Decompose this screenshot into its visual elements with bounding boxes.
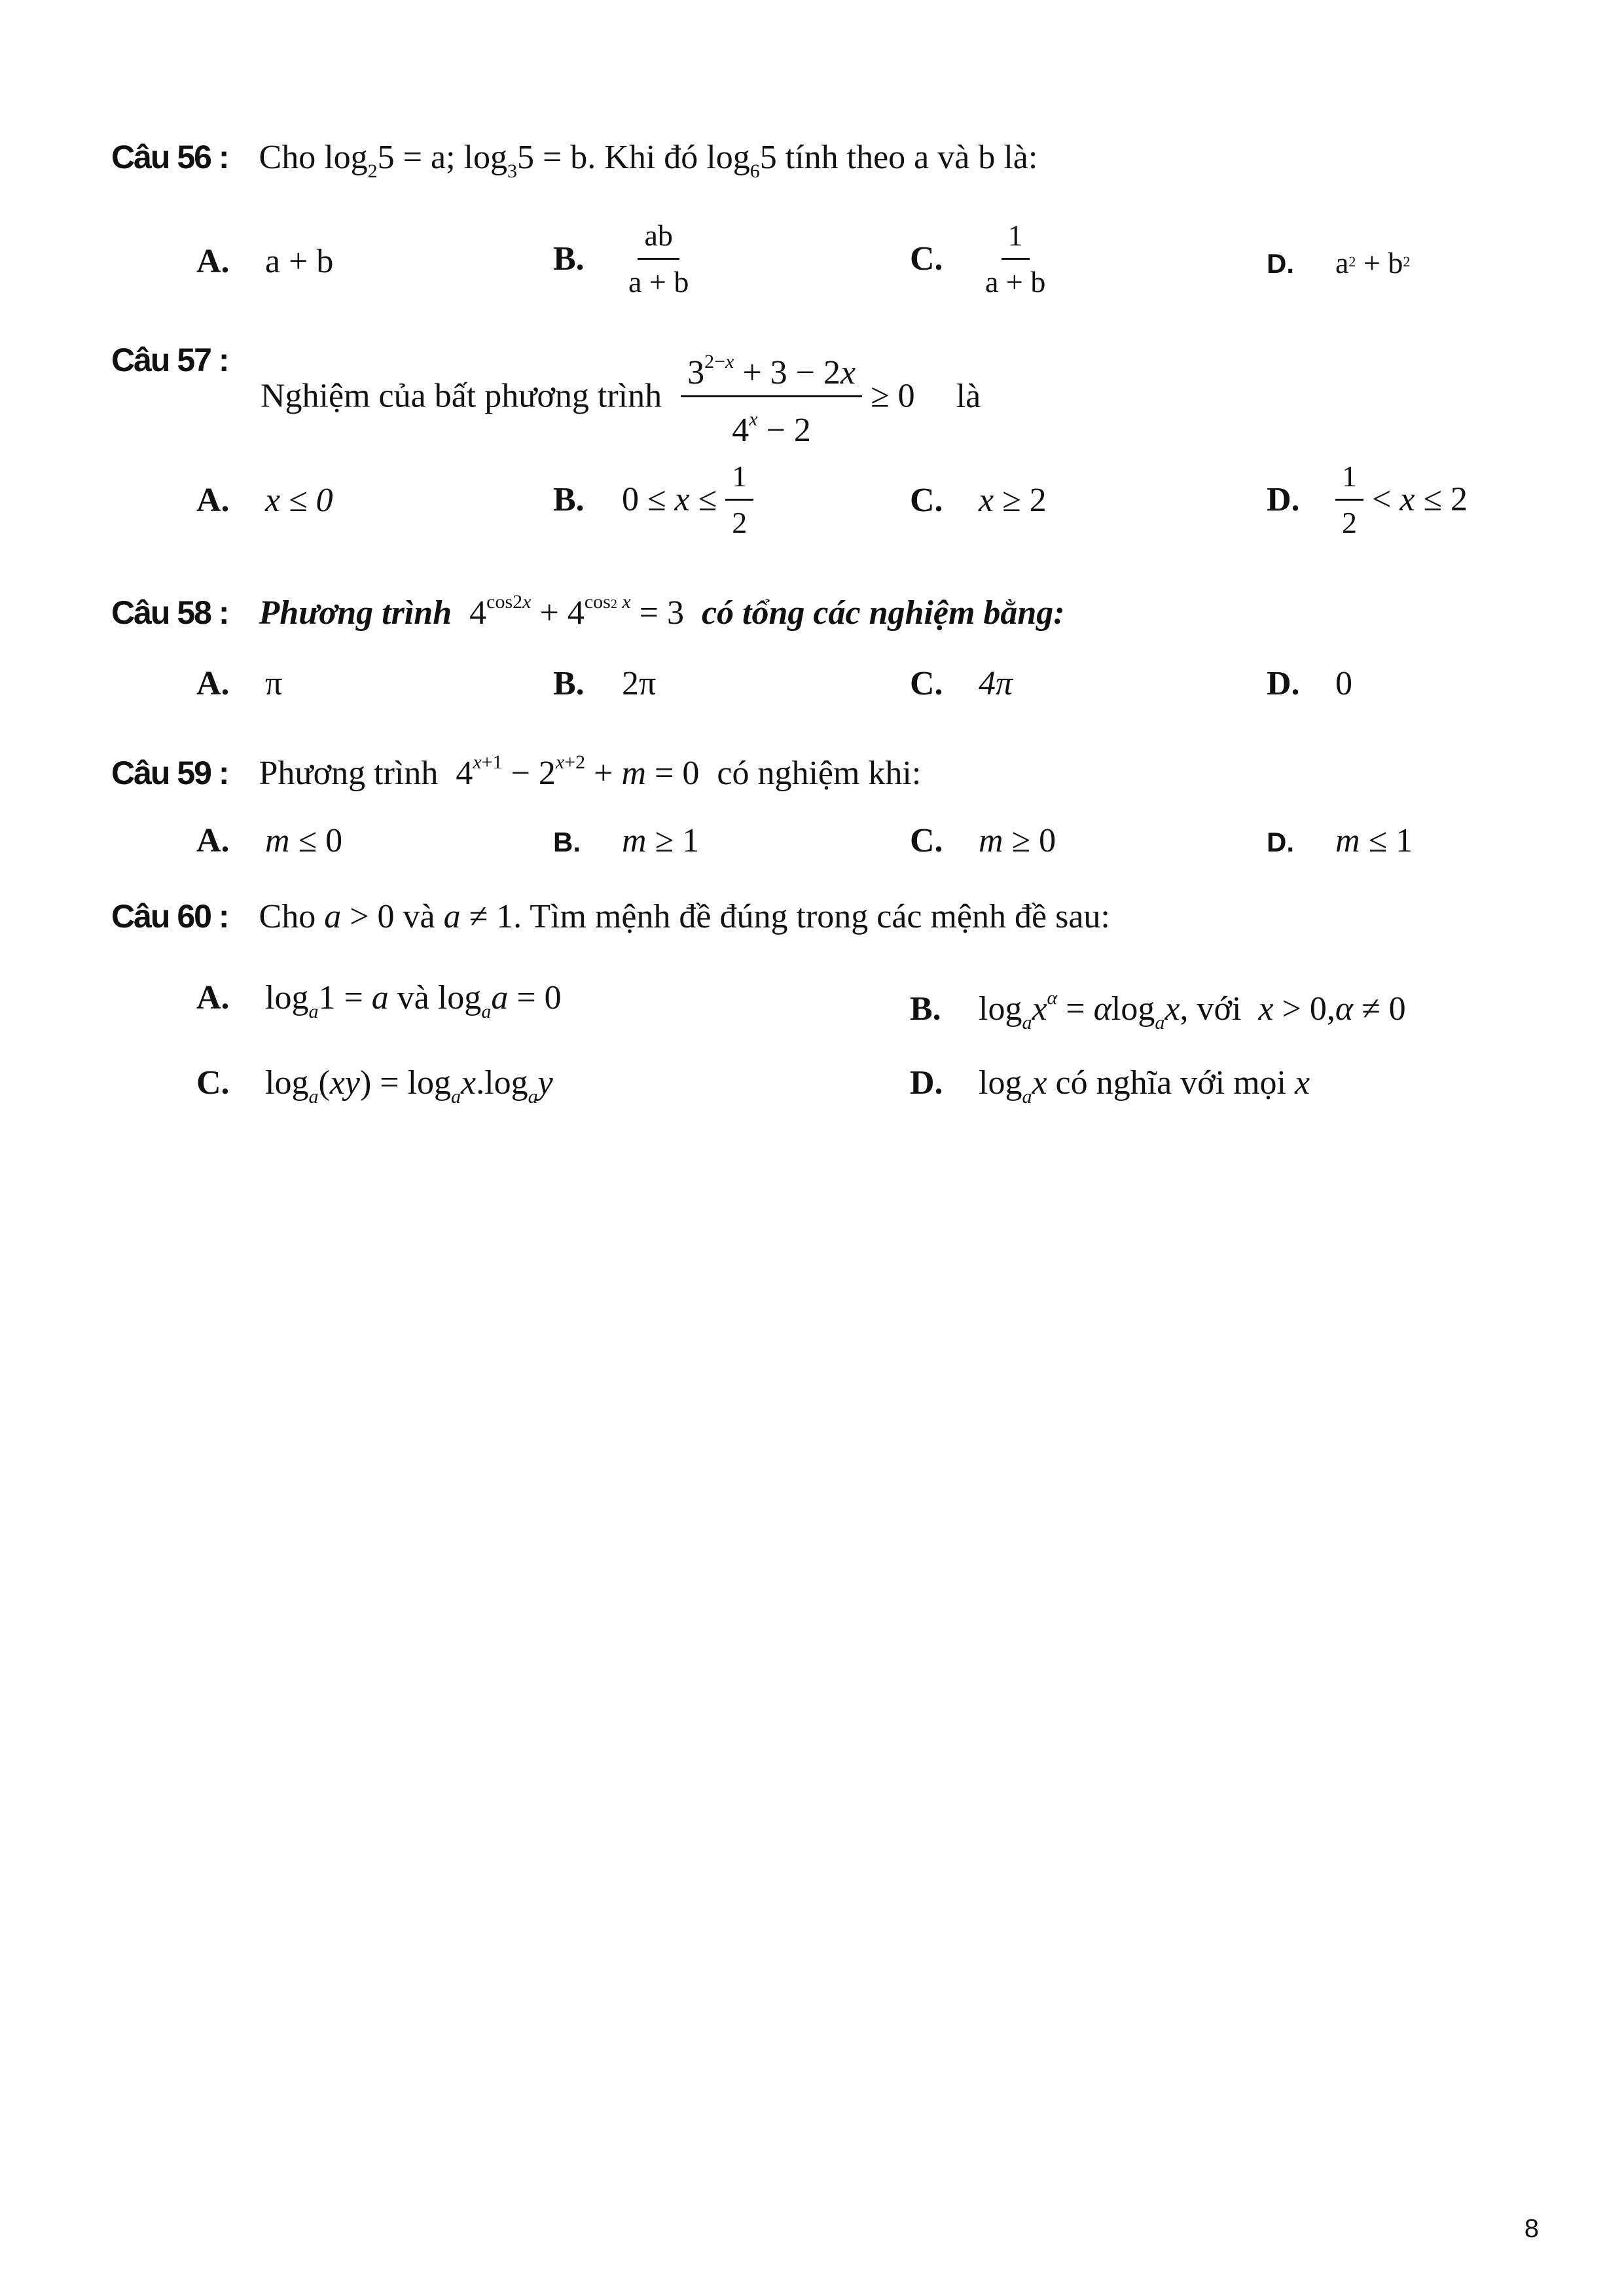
option-text: m ≥ 1 xyxy=(622,822,700,859)
q56-option-c[interactable]: C. $\frac{1}{a + b}$ xyxy=(910,219,1046,298)
question-59: Câu 59 : Phương trình $4^{x+1} - 2^{x+2} + m = 0$ có nghiệm khi: xyxy=(111,751,922,792)
option-text: m ≤ 1 xyxy=(1335,822,1413,859)
question-label: Câu 58 : xyxy=(111,594,228,631)
question-56 xyxy=(111,137,1038,191)
question-label: Câu 57 : xyxy=(111,342,228,378)
question-label: Câu 56 : xyxy=(111,139,228,175)
option-text: < x ≤ 2 xyxy=(1363,480,1468,518)
option-text: m ≤ 0 xyxy=(265,822,343,859)
q59-option-a[interactable]: A. m ≤ 0 xyxy=(196,822,343,859)
q57-option-d[interactable]: D. $\frac{1}{2}$ < x ≤ 2 xyxy=(1267,459,1468,539)
option-text: 0 ≤ x ≤ xyxy=(622,480,726,518)
question-57-text: Nghiệm của bất phương trình $\frac{3^{2-x} + 3 - 2x}{4^x - 2}$ ≥ 0 là xyxy=(261,344,981,449)
page-number: 8 xyxy=(1524,2214,1539,2243)
question-57 xyxy=(111,340,251,380)
question-58: Câu 58 : Phương trình $4^{cos2x} + 4^{cos2 x} = 3$ có tổng các nghiệm bằng: xyxy=(111,591,1065,632)
question-60 xyxy=(111,897,1110,937)
option-text: $\log_a1 = a$ và $\log_aa = 0$ xyxy=(265,979,562,1022)
q56-option-d[interactable]: D. $a^2 + b^2$ xyxy=(1267,246,1411,279)
equation: $4^{cos2x} + 4^{cos2 x} = 3$ xyxy=(469,591,684,632)
q57-option-c[interactable]: C. x ≥ 2 xyxy=(910,482,1047,519)
q58-option-d[interactable]: D. 0 xyxy=(1267,665,1352,702)
q59-option-b[interactable]: B. m ≥ 1 xyxy=(553,822,700,859)
inequality-fraction: $\frac{3^{2-x} + 3 - 2x}{4^x - 2}$ xyxy=(681,344,862,449)
q57-option-a[interactable]: A. x ≤ 0 xyxy=(196,482,333,519)
option-text: m ≥ 0 xyxy=(979,822,1056,859)
option-text: $\log_ax^\alpha = \alpha\log_ax$, với x > 0,α ≠ 0 xyxy=(979,987,1406,1033)
equation: $4^{x+1} - 2^{x+2} + m = 0$ xyxy=(456,751,700,792)
q58-option-a[interactable]: A. π xyxy=(196,665,283,702)
option-text: $\log_ax$ có nghĩa với mọi x xyxy=(979,1064,1310,1107)
question-text: Cho $\log_25 = a$; $\log_35 = b$. Khi đó $\log_65$ tính theo a và b là: xyxy=(259,139,1038,182)
q58-option-b[interactable]: B. 2π xyxy=(553,665,657,702)
q60-option-c[interactable]: C. $\log_a(xy) = \log_ax.\log_ay$ xyxy=(196,1064,553,1107)
q59-option-d[interactable]: D. m ≤ 1 xyxy=(1267,822,1413,859)
q59-option-c[interactable]: C. m ≥ 0 xyxy=(910,822,1056,859)
q60-option-b[interactable]: B. $\log_ax^\alpha = \alpha\log_ax$, với x > 0,α ≠ 0 xyxy=(910,987,1406,1033)
option-text: $\log_a(xy) = \log_ax.\log_ay$ xyxy=(265,1064,553,1107)
question-text: Cho a > 0 và a ≠ 1. Tìm mệnh đề đúng trong các mệnh đề sau: xyxy=(259,898,1110,935)
q56-option-b[interactable]: B. $\frac{ab}{a + b}$ xyxy=(553,219,689,298)
q58-option-c[interactable]: C. 4π xyxy=(910,665,1013,702)
q56-option-a[interactable]: A. a + b xyxy=(196,243,334,280)
q57-option-b[interactable]: B. 0 ≤ x ≤ $\frac{1}{2}$ xyxy=(553,458,753,541)
question-label: Câu 60 : xyxy=(111,898,228,935)
q60-option-d[interactable]: D. $\log_ax$ có nghĩa với mọi x xyxy=(910,1064,1310,1107)
option-text: $a^2 + b^2$ xyxy=(1335,246,1411,279)
option-text: x ≥ 2 xyxy=(979,482,1047,519)
q60-option-a[interactable]: A. $\log_a1 = a$ và $\log_aa = 0$ xyxy=(196,979,562,1022)
question-label: Câu 59 : xyxy=(111,755,228,791)
option-text: x ≤ 0 xyxy=(265,482,333,519)
